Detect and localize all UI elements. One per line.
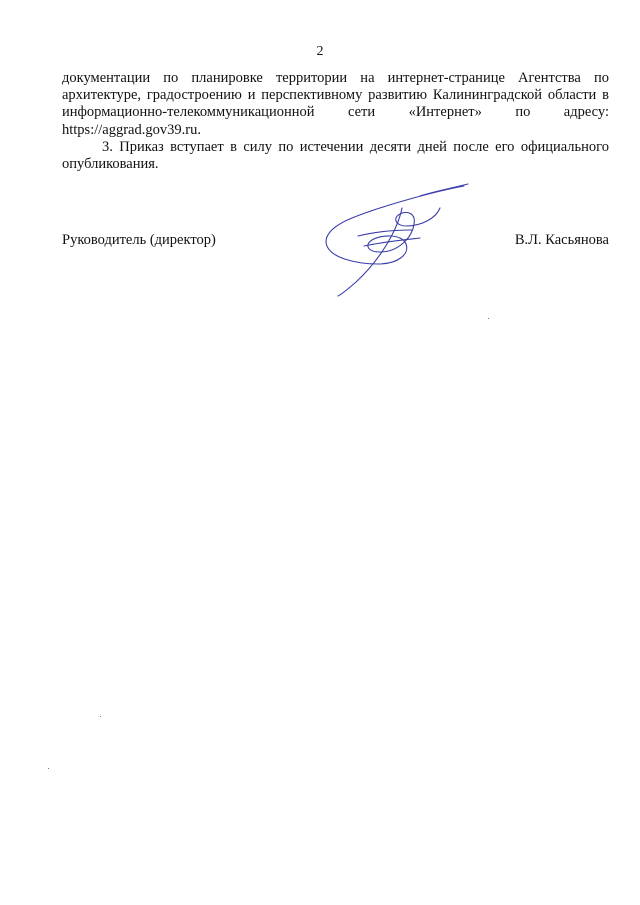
paragraph-publication-text: документации по планировке территории на интернет-странице Агентства по архитектуре, градостроению и перспективному развитию Калининградской области в информационно-телекоммуникационной сети «Интернет» по адресу: — [62, 70, 609, 121]
scan-speck — [48, 768, 49, 769]
paragraph-publication — [62, 70, 609, 139]
scan-speck — [100, 716, 101, 717]
page-number: 2 — [316, 44, 324, 59]
signatory-name: В.Л. Касьянова — [514, 232, 609, 248]
scan-speck — [488, 318, 489, 319]
website-url: https://aggrad.gov39.ru. — [62, 121, 201, 138]
handwritten-signature — [312, 178, 472, 298]
document-body — [62, 70, 609, 173]
paragraph-effective-date: 3. Приказ вступает в силу по истечении десяти дней после его официального опубликования. — [62, 138, 609, 173]
signatory-position: Руководитель (директор) — [62, 232, 216, 248]
